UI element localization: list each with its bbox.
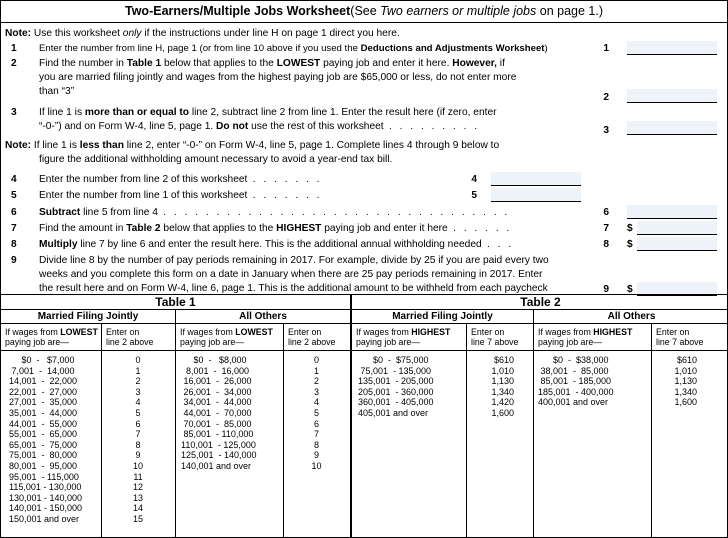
line-2-text-3: than “3”	[39, 86, 75, 97]
line-8-text: Multiply line 7 by line 6 and enter the result here. This is the additional annual withholding needed . . .	[39, 239, 514, 250]
note-2-text: Note: If line 1 is less than line 2, enter “-0-” on Form W-4, line 5, page 1. Complete lines 4 through 9 below to	[5, 140, 500, 151]
right-line-number: 7	[603, 223, 609, 234]
line-7-input[interactable]	[637, 221, 717, 235]
line-2-input[interactable]	[627, 89, 717, 103]
line-5-text: Enter the number from line 1 of this worksheet . . . . . . .	[39, 190, 323, 201]
table-1-mfj-header: Married Filing Jointly	[1, 310, 175, 324]
table-2-mfj-values: $610 1,010 1,130 1,340 1,420 1,600	[491, 355, 514, 418]
line-number: 2	[11, 58, 17, 69]
line-2-text-2: you are married filing jointly and wages from the highest paying job are $65,000 or less, do not enter more	[39, 72, 517, 83]
tables-section	[1, 294, 728, 537]
right-line-number: 8	[603, 239, 609, 250]
table-2-oth-values: $610 1,010 1,130 1,340 1,600	[674, 355, 697, 408]
line-4-text: Enter the number from line 2 of this worksheet . . . . . . .	[39, 174, 323, 185]
table-2-others-header: All Others	[533, 310, 728, 324]
line-2-text: Find the number in Table 1 below that applies to the LOWEST paying job and enter it here. However, if	[39, 58, 505, 69]
table-2	[352, 295, 728, 538]
line-1-input[interactable]	[627, 41, 717, 55]
mid-line-number: 5	[471, 190, 477, 201]
divider	[175, 310, 176, 538]
line-7-text: Find the amount in Table 2 below that applies to the HIGHEST paying job and enter it here . . . . . .	[39, 223, 512, 234]
line-6-text: Subtract line 5 from line 4 . . . . . . . . . . . . . . . . . . . . . . . . . . . . . . . . .	[39, 207, 510, 218]
line-number: 4	[11, 174, 17, 185]
line-9-text-2: weeks and you complete this form on a date in January when there are 25 pay periods remaining in 2017. Enter	[39, 269, 543, 280]
line-5-input[interactable]	[491, 188, 581, 202]
dollar-sign: $	[627, 239, 633, 250]
line-number: 8	[11, 239, 17, 250]
right-line-number: 1	[603, 43, 609, 54]
table-1-mfj-wages-col: If wages from LOWEST paying job are—	[1, 324, 101, 351]
line-6-input[interactable]	[627, 205, 717, 219]
line-3-input[interactable]	[627, 121, 717, 135]
table-1-title: Table 1	[1, 295, 350, 310]
table-1-oth-values: 0 1 2 3 4 5 6 7 8 9 10	[311, 355, 322, 471]
table-1-mfj-values: 0 1 2 3 4 5 6 7 8 9 10 11 12 13 14 15	[132, 355, 143, 524]
table-1-others-header: All Others	[175, 310, 350, 324]
worksheet-title: Two-Earners/Multiple Jobs Worksheet	[125, 4, 351, 18]
line-1-text: Enter the number from line H, page 1 (or from line 10 above if you used the Deductions and Adjustments Worksheet)	[39, 43, 548, 54]
line-number: 9	[11, 255, 17, 266]
table-2-mfj-enter-col: Enter on line 7 above	[466, 324, 533, 351]
table-2-oth-wages-col: If wages from HIGHEST paying job are—	[533, 324, 651, 351]
table-1-oth-wages-col: If wages from LOWEST paying job are—	[175, 324, 283, 351]
table-2-title: Table 2	[352, 295, 728, 310]
right-line-number: 3	[603, 125, 609, 136]
right-line-number: 9	[603, 284, 609, 295]
line-3-text-2: “-0-”) and on Form W-4, line 5, page 1. Do not use the rest of this worksheet . . . . . . . . .	[39, 121, 480, 132]
line-number: 6	[11, 207, 17, 218]
note-label: Note:	[5, 28, 32, 39]
table-1-oth-enter-col: Enter on line 2 above	[283, 324, 350, 351]
dollar-sign: $	[627, 284, 633, 295]
line-number: 3	[11, 107, 17, 118]
table-2-oth-ranges: $0 - $38,000 38,001 - 85,000 85,001 - 185,000 185,001 - 400,000 400,001 and over	[538, 355, 614, 408]
table-1-mfj-enter-col: Enter on line 2 above	[101, 324, 175, 351]
note-text-b: if the instructions under line H on page 1 direct you here.	[141, 28, 400, 39]
note-2-text-2: figure the additional withholding amount necessary to avoid a year-end tax bill.	[39, 154, 393, 165]
subtitle-suffix: on page 1.)	[536, 4, 603, 18]
divider	[533, 310, 534, 538]
line-number: 1	[11, 43, 17, 54]
line-4-input[interactable]	[491, 172, 581, 186]
line-3-text: If line 1 is more than or equal to line 2, subtract line 2 from line 1. Enter the result here (if zero, enter	[39, 107, 497, 118]
subtitle-prefix: (See	[350, 4, 381, 18]
line-9-text-3: the result here and on Form W-4, line 6, page 1. This is the additional amount to be withheld from each paycheck	[39, 283, 548, 294]
line-9-text: Divide line 8 by the number of pay periods remaining in 2017. For example, divide by 25 if you are paid every two	[39, 255, 549, 266]
table-2-mfj-header: Married Filing Jointly	[352, 310, 533, 324]
note-only: only	[122, 28, 142, 39]
mid-line-number: 4	[471, 174, 477, 185]
table-2-mfj-wages-col: If wages from HIGHEST paying job are—	[352, 324, 466, 351]
line-8-input[interactable]	[637, 237, 717, 251]
table-2-oth-enter-col: Enter on line 7 above	[651, 324, 728, 351]
note-text: Use this worksheet	[33, 28, 123, 39]
line-number: 7	[11, 223, 17, 234]
line-number: 5	[11, 190, 17, 201]
subtitle-italic: Two earners or multiple jobs	[380, 4, 537, 18]
table-2-mfj-ranges: $0 - $75,000 75,001 - 135,000 135,001 - 205,000 205,001 - 360,000 360,001 - 405,000 405,001 and over	[358, 355, 434, 418]
right-line-number: 2	[603, 92, 609, 103]
dollar-sign: $	[627, 223, 633, 234]
table-1	[1, 295, 350, 538]
instructions	[1, 23, 727, 298]
table-1-mfj-ranges: $0 - $7,000 7,001 - 14,000 14,001 - 22,000 22,001 - 27,000 27,001 - 35,000 35,001 - 44,000 44,001 - 55,000 55,001 - 65,000 65,001 - 75,000 75,001 - 80,000 80,001 - 95,000 95,001 - 115,000 115,001 - 130,000 130,001 - 140,000 140,001 - 150,000 150,001 and over	[9, 355, 83, 524]
table-1-oth-ranges: $0 - $8,000 8,001 - 16,000 16,001 - 26,000 26,001 - 34,000 34,001 - 44,000 44,001 - 70,000 70,001 - 85,000 85,001 - 110,000 110,001 - 125,000 125,001 - 140,000 140,001 and over	[181, 355, 257, 471]
worksheet-header	[1, 1, 727, 23]
right-line-number: 6	[603, 207, 609, 218]
